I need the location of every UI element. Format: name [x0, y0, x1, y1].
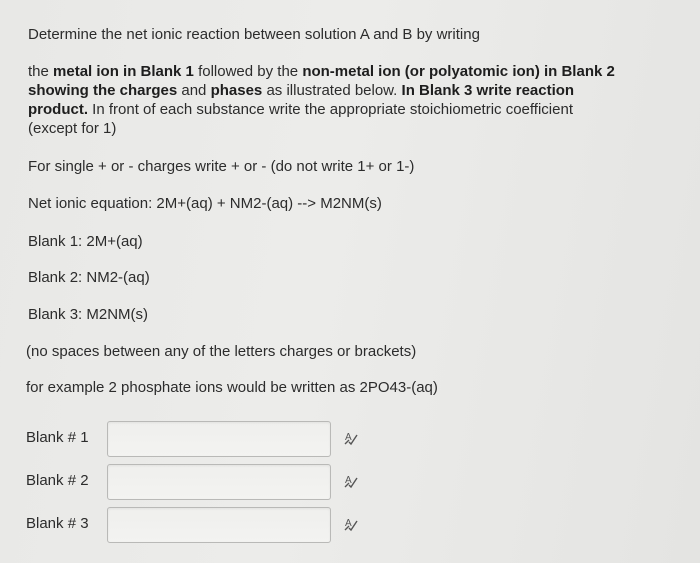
instruction-text: In front of each substance write the appropriate stoichiometric coefficient: [88, 101, 573, 118]
blank3-input[interactable]: [107, 507, 331, 543]
instruction-text: the: [28, 63, 54, 80]
blank1-label: Blank # 1: [26, 429, 89, 446]
instruction-bold: showing the charges: [28, 82, 178, 99]
svg-text:A: A: [345, 518, 352, 529]
blank2-example: Blank 2: NM2-(aq): [28, 269, 150, 286]
spellcheck-icon[interactable]: [342, 472, 360, 490]
instruction-bold: product.: [28, 101, 88, 118]
blank2-input[interactable]: [107, 464, 331, 500]
blank3-example: Blank 3: M2NM(s): [28, 306, 149, 323]
instruction-line-4: (except for 1): [28, 120, 117, 137]
example-note: for example 2 phosphate ions would be written as 2PO43-(aq): [26, 379, 438, 396]
instruction-bold: phases: [210, 82, 263, 99]
blank1-input[interactable]: [107, 421, 331, 457]
instruction-text: and: [177, 82, 211, 99]
spacing-note: (no spaces between any of the letters charges or brackets): [26, 343, 417, 360]
net-ionic-equation: Net ionic equation: 2M+(aq) + NM2-(aq) --> M2NM(s): [28, 195, 382, 212]
spellcheck-icon[interactable]: [342, 429, 360, 447]
question-intro: Determine the net ionic reaction between solution A and B by writing: [28, 26, 480, 43]
charges-note: For single + or - charges write + or - (do not write 1+ or 1-): [28, 158, 415, 175]
instruction-bold: In Blank 3 write reaction: [401, 82, 575, 99]
instruction-text: as illustrated below.: [262, 82, 402, 99]
instruction-text: followed by the: [193, 63, 303, 80]
instruction-bold: non-metal ion (or polyatomic ion) in Blank 2: [302, 63, 615, 80]
blank3-label: Blank # 3: [26, 515, 89, 532]
spellcheck-icon[interactable]: [342, 515, 360, 533]
instruction-line-2: [28, 81, 574, 101]
svg-text:A: A: [345, 475, 352, 486]
instruction-line-1: [28, 62, 615, 82]
instruction-line-3: [28, 100, 573, 120]
blank2-label: Blank # 2: [26, 472, 89, 489]
svg-text:A: A: [345, 432, 352, 443]
instruction-bold: metal ion in Blank 1: [53, 63, 194, 80]
blank1-example: Blank 1: 2M+(aq): [28, 233, 143, 250]
